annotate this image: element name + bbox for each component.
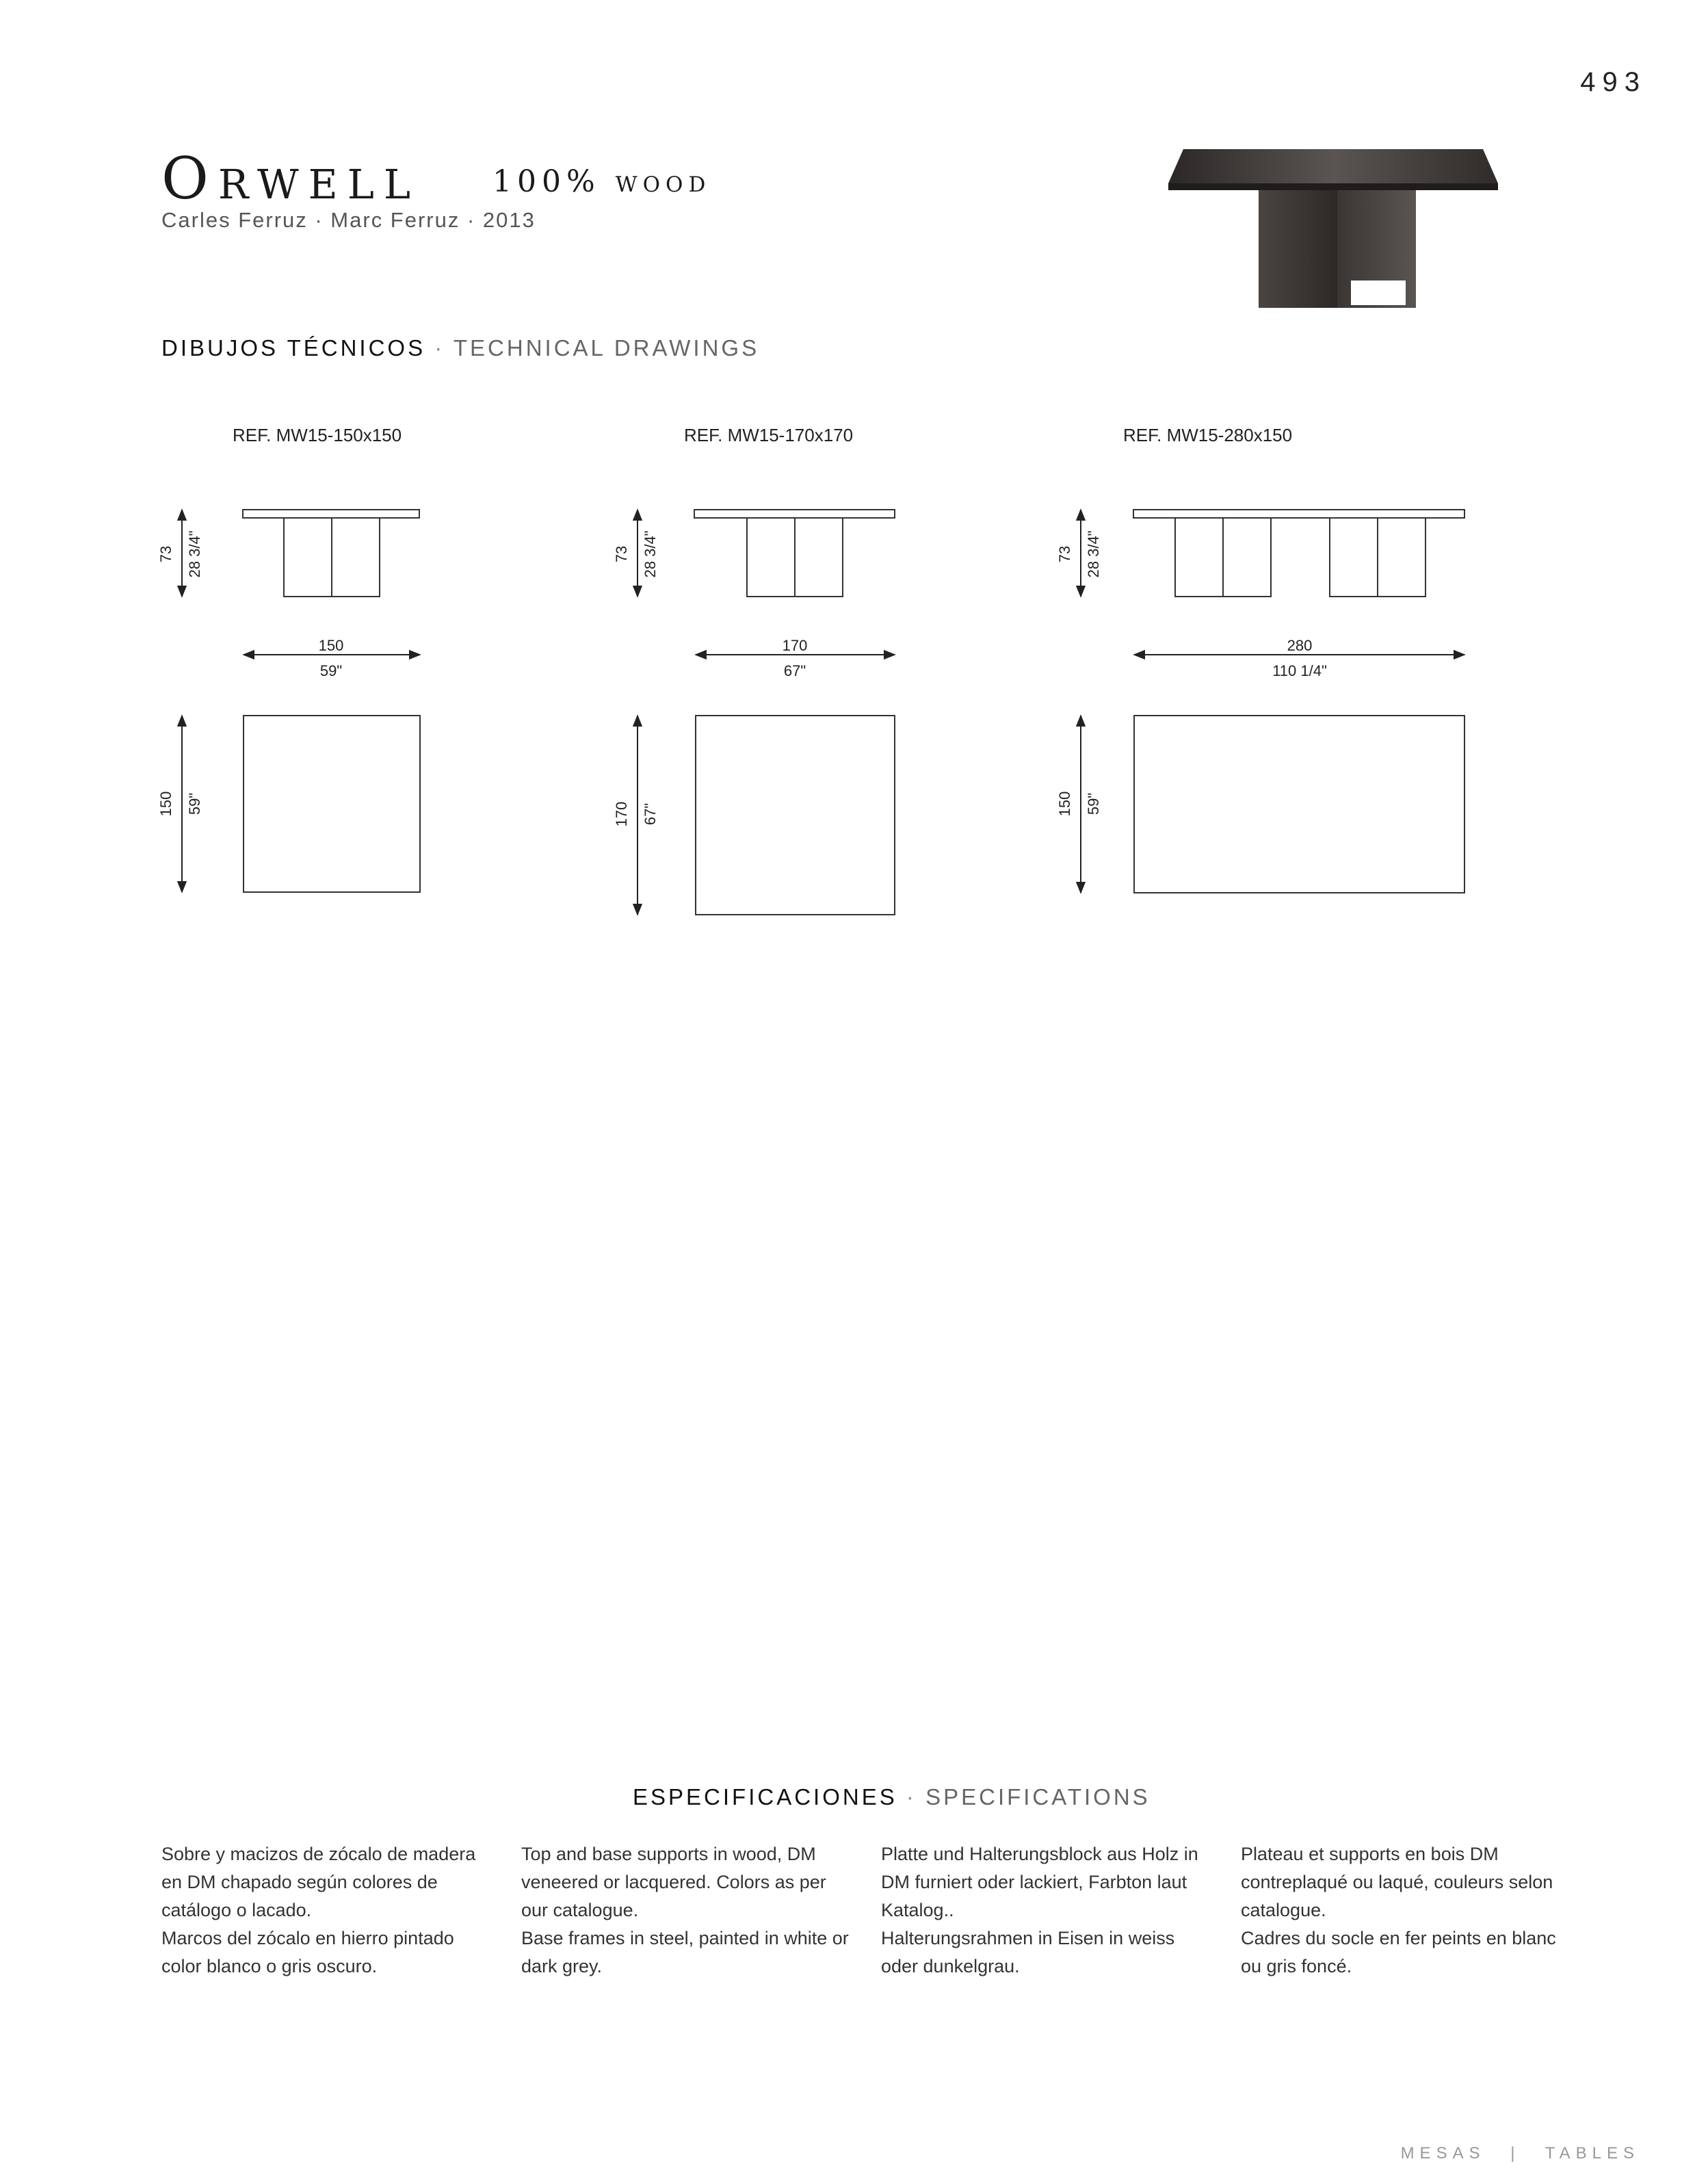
width-in: 110 1/4": [1272, 662, 1327, 679]
elevation-tabletop: [1133, 510, 1464, 518]
depth-cm: 150: [157, 791, 174, 817]
plan-view: [696, 716, 895, 915]
specifications-heading: [633, 1784, 1151, 1810]
technical-drawings-title-en: TECHNICAL DRAWINGS: [453, 335, 760, 361]
spec-column-es: [161, 1840, 490, 1981]
depth-in: 67": [642, 802, 659, 826]
footer-divider: |: [1510, 2144, 1521, 2163]
spec-text-frames: Cadres du socle en fer peints en blanc ou gris foncé.: [1241, 1928, 1556, 1976]
height-in: 28 3/4": [1085, 530, 1102, 578]
elevation-base-right-b: [1378, 518, 1425, 597]
heading-separator: ·: [434, 335, 445, 361]
spec-text-frames: Halterungsrahmen in Eisen in weiss oder dunkelgrau.: [881, 1928, 1175, 1976]
specifications-title-en: SPECIFICATIONS: [925, 1784, 1151, 1810]
height-in: 28 3/4": [642, 530, 659, 578]
spec-text-materials: Plateau et supports en bois DM contreplaqué ou laqué, couleurs selon catalogue.: [1241, 1844, 1553, 1920]
footer-section-es: MESAS: [1400, 2144, 1486, 2163]
height-cm: 73: [613, 545, 630, 563]
elevation-base-left-b: [1223, 518, 1271, 597]
model-reference: REF. MW15-280x150: [1123, 425, 1293, 445]
height-cm: 73: [1056, 545, 1073, 563]
product-name: Orwell: [161, 145, 421, 212]
product-material-tag: 100% wood: [492, 164, 711, 199]
drawing-model-280x150: [1056, 425, 1464, 893]
depth-cm: 150: [1056, 791, 1073, 817]
elevation-base-right: [795, 518, 843, 597]
elevation-tabletop: [694, 510, 895, 518]
plan-view: [1134, 716, 1464, 893]
technical-drawings: [0, 0, 1708, 958]
width-cm: 150: [318, 637, 344, 654]
width-in: 59": [319, 662, 343, 679]
model-reference: REF. MW15-150x150: [233, 425, 402, 445]
depth-cm: 170: [613, 801, 630, 827]
footer-section-en: TABLES: [1545, 2144, 1640, 2163]
elevation-base-left: [747, 518, 795, 597]
page-footer: [1401, 2144, 1640, 2163]
elevation-base-right-a: [1330, 518, 1378, 597]
elevation-base-left: [284, 518, 332, 597]
spec-column-en: [521, 1840, 850, 1981]
spec-text-materials: Sobre y macizos de zócalo de madera en DM chapado según colores de catálogo o lacado.: [161, 1844, 476, 1920]
model-reference: REF. MW15-170x170: [684, 425, 854, 445]
width-cm: 280: [1287, 637, 1313, 654]
depth-in: 59": [186, 792, 203, 815]
spec-column-de: [881, 1840, 1209, 1981]
spec-text-materials: Top and base supports in wood, DM veneered or lacquered. Colors as per our catalogue.: [521, 1844, 826, 1920]
width-in: 67": [783, 662, 806, 679]
spec-text-frames: Base frames in steel, painted in white or dark grey.: [521, 1928, 849, 1976]
product-authors: Carles Ferruz · Marc Ferruz · 2013: [161, 208, 536, 232]
technical-drawings-title-es: DIBUJOS TÉCNICOS: [161, 335, 426, 361]
elevation-base-right: [332, 518, 380, 597]
elevation-view: [243, 510, 419, 597]
drawing-model-150x150: [157, 425, 420, 892]
elevation-base-left-a: [1175, 518, 1223, 597]
spec-column-fr: [1241, 1840, 1569, 1981]
plan-view: [244, 716, 420, 892]
elevation-tabletop: [243, 510, 419, 518]
drawing-model-170x170: [613, 425, 895, 915]
page-number: 493: [1580, 67, 1646, 97]
elevation-view: [1133, 510, 1464, 597]
width-cm: 170: [782, 637, 808, 654]
height-in: 28 3/4": [186, 530, 203, 578]
specifications-title-es: ESPECIFICACIONES: [633, 1784, 897, 1810]
height-cm: 73: [157, 545, 174, 563]
depth-in: 59": [1085, 792, 1102, 815]
spec-text-frames: Marcos del zócalo en hierro pintado color blanco o gris oscuro.: [161, 1928, 454, 1976]
elevation-view: [694, 510, 895, 597]
spec-text-materials: Platte und Halterungsblock aus Holz in DM furniert oder lackiert, Farbton laut Katalog..: [881, 1844, 1198, 1920]
heading-separator: ·: [906, 1784, 917, 1810]
